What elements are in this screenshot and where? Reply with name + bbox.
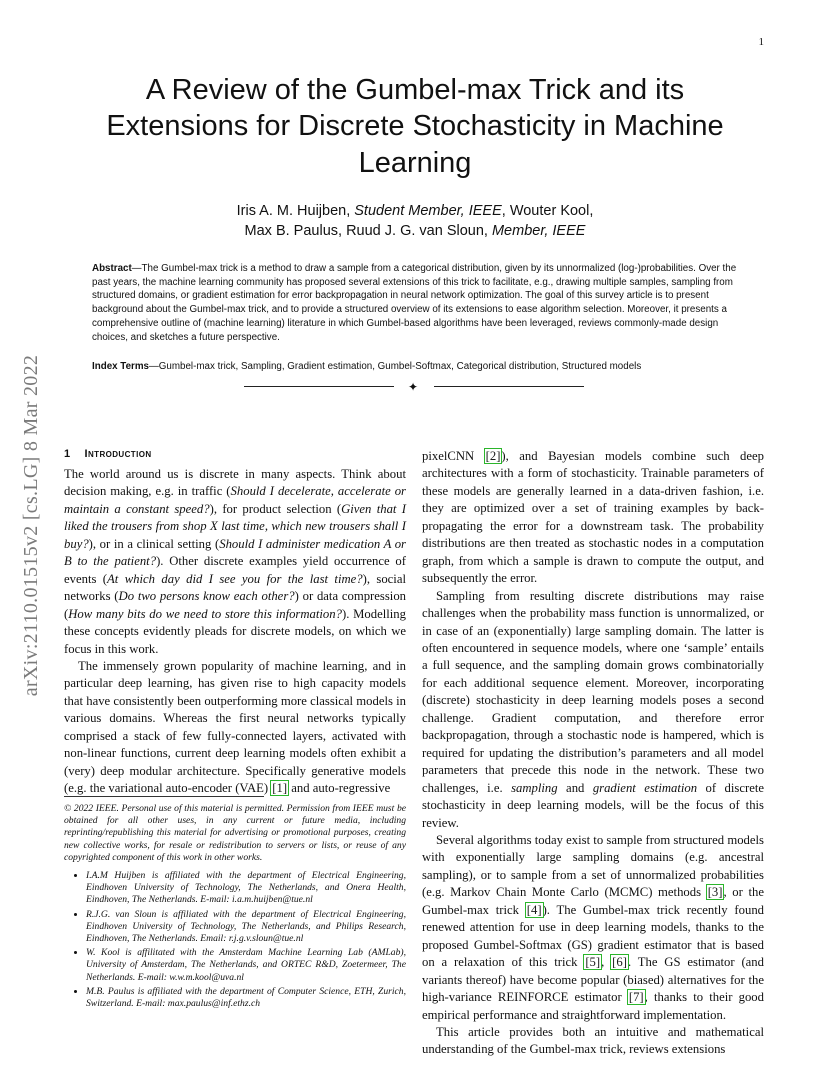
index-terms-text: —Gumbel-max trick, Sampling, Gradient estimation, Gumbel-Softmax, Categorical distribution, Structured models	[149, 361, 642, 372]
citation-link[interactable]: [5]	[585, 955, 601, 970]
intro-paragraph-3	[422, 448, 764, 588]
text-run: ). Modelling these concepts evidently pleads for discrete models, on which we focus in this work.	[64, 606, 406, 656]
affiliation-item: • M.B. Paulus is affiliated with the department of Computer Science, ETH, Zurich, Switzerland. E-mail: max.paulus@inf.ethz.ch	[86, 986, 406, 1010]
text-run: Several algorithms today exist to sample from structured models with exponentially large sampling domains (e.g. ancestral sampling), or to sample from a set of unnormalized probabilities (e.g. Markov Chain Monte Carlo (MCMC) methods	[422, 832, 764, 900]
arxiv-side-label	[10, 290, 54, 760]
right-column	[422, 448, 764, 1059]
citation-link[interactable]: [2]	[485, 449, 501, 463]
section-title: Introduction	[84, 448, 152, 460]
text-run: ), for product selection (	[209, 501, 342, 516]
citation-link[interactable]: [3]	[707, 885, 723, 900]
text-run: ). The Gumbel-max trick recently found renewed attention for use in deep learning models, thanks to the proposed Gumbel-Softmax (GS) gradient estimator that is based on a relaxation of this trick	[422, 902, 765, 970]
example-question: Should I decelerate, accelerate or maintain a constant speed?	[64, 484, 406, 516]
intro-paragraph-1	[64, 466, 406, 658]
abstract-label: Abstract	[92, 263, 132, 274]
copyright-notice: © 2022 IEEE. Personal use of this material is permitted. Permission from IEEE must be obtained for all other uses, in any current or future media, including reprinting/republishing this material for advertising or promotional purposes, creating new collective works, for resale or redistribution to servers or lists, or reuse of any copyrighted component of this work in other works.	[64, 803, 406, 863]
example-question: How many bits do we need to store this information?	[68, 606, 342, 621]
text-run: , or the Gumbel-max trick	[422, 885, 764, 917]
arxiv-identifier: arXiv:2110.01515v2 [cs.LG] 8 Mar 2022	[20, 354, 43, 696]
text-run: ), and Bayesian models combine such deep architectures with a form of stochasticity. Trainable parameters of these models are generally learned in a data-driven fashion, i.e. they are optimized over a set of training examples by back-propagating the error for a downstream task. The probability distributions are then treated as stochastic nodes in a computation graph, from which a sample is drawn to compute the output, and subsequently the error.	[422, 449, 764, 586]
index-terms	[92, 360, 742, 374]
text-run: The world around us is discrete in many aspects. Think about decision making, e.g. in traffic (	[64, 467, 406, 499]
author-1-role: Student Member, IEEE	[354, 203, 502, 219]
text-run: , thanks to their good empirical performance and straightforward implementation.	[422, 990, 764, 1022]
text-run: and auto-regressive	[288, 781, 391, 796]
example-question: Given that I liked the trousers from shop X last time, which new trousers shall I buy?	[64, 501, 406, 551]
intro-paragraph-5	[422, 832, 764, 1024]
text-run: ,	[601, 955, 612, 970]
text-run: ), social networks (	[64, 571, 406, 604]
citation-link[interactable]: [7]	[628, 990, 644, 1005]
index-terms-label: Index Terms	[92, 361, 149, 372]
author-list	[120, 202, 710, 241]
example-question: Do two persons know each other?	[118, 589, 295, 604]
citation-link[interactable]: [1]	[272, 781, 288, 796]
text-run: of discrete stochasticity in deep learning models, will be the focus of this review.	[422, 780, 764, 830]
citation-link[interactable]: [4]	[526, 902, 542, 917]
text-run: Sampling from resulting discrete distributions may raise challenges when the probability mass function is unnormalized, or in case of an (exponentially) large sampling domain. The latter is often encountered in sequence models, where one ‘sample’ entails a full sequence, and the sampling domain grows combinatorially for each additional sequence element. Moreover, incorporating (discrete) stochasticity in deep learning models poses a second challenge. Gradient computation, and therefore error backpropagation, through a stochastic node is hampered, which is required for updating the distribution’s parameters and all model parameters that precede this node in the network. These two challenges, i.e.	[422, 588, 764, 795]
text-run: pixelCNN	[422, 449, 485, 463]
affiliation-item: • W. Kool is affilitated with the Amsterdam Machine Learning Lab (AMLab), University of Amsterdam, The Netherlands, and ORTEC R&D, Zoetermeer, The Netherlands. E-mail: w.w.m.kool@uva.nl	[86, 947, 406, 984]
intro-paragraph-6: This article provides both an intuitive and mathematical understanding of the Gumbel-max trick, reviews extensions	[422, 1024, 764, 1057]
affiliation-item: • R.J.G. van Sloun is affiliated with the department of Electrical Engineering, Eindhoven University of Technology, The Netherlands, and Philips Research, Eindhoven, The Netherlands. Email: r.j.g.v.sloun@tue.nl	[86, 909, 406, 946]
text-run: . The GS estimator (and variants thereof) have become popular (biased) alternatives for the high-variance REINFORCE estimator	[422, 955, 764, 1005]
citation-link[interactable]: [6]	[612, 955, 627, 970]
author-2: , Wouter Kool,	[501, 203, 594, 219]
text-run: ). Other discrete examples yield occurrence of events (	[64, 554, 406, 586]
affiliation-item: • I.A.M Huijben is affiliated with the department of Electrical Engineering, Eindhoven University of Technology, The Netherlands, and Onera Health, Eindhoven, The Netherlands. E-mail: i.a.m.huijben@tue.nl	[86, 870, 406, 907]
author-1: Iris A. M. Huijben,	[236, 203, 355, 219]
emphasis: gradient estimation	[592, 780, 698, 795]
example-question: Should I administer medication A or B to the patient?	[64, 536, 406, 569]
emphasis: sampling	[511, 780, 558, 795]
section-divider	[244, 380, 584, 394]
paper-title: A Review of the Gumbel-max Trick and its Extensions for Discrete Stochasticity in Machine Learning	[106, 74, 724, 179]
intro-paragraph-4	[422, 588, 764, 832]
text-run: The immensely grown popularity of machine learning, and in particular deep learning, has given rise to high capacity models that have consistently been outperforming more classical models in various domains. Whereas the first neural networks typically comprised a stack of few fully-connected layers, activated with non-linear functions, current deep learning models often exhibit a (very) deep modular architecture. Specifically generative models (e.g. the variational auto-encoder (VAE)	[64, 658, 406, 796]
abstract-text: —The Gumbel-max trick is a method to draw a sample from a categorical distribution, given by its unnormalized (log-)probabilities. Over the past years, the machine learning community has proposed several extensions of this trick to facilitate, e.g., drawing multiple samples, sampling from structured domains, or gradient estimation for error backpropagation in neural network optimization. The goal of this survey article is to present background about the Gumbel-max trick, and to provide a structured overview of its extensions to ease algorithm selection. Moreover, it presents a comprehensive outline of (machine learning) literature in which Gumbel-based algorithms have been leveraged, reviews commonly-made design choices, and sketches a future perspective.	[92, 263, 737, 343]
divider-line-left	[244, 386, 394, 387]
author-3-role: Member, IEEE	[491, 222, 586, 239]
footnote-block	[64, 803, 406, 1012]
divider-line-right	[434, 386, 584, 387]
example-question: At which day did I see you for the last time?	[107, 571, 363, 586]
section-number: 1	[64, 448, 71, 460]
page-number: 1	[758, 36, 764, 48]
intro-paragraph-2	[64, 658, 406, 798]
section-heading	[64, 448, 406, 460]
text-run: ), or in a clinical setting (	[88, 536, 220, 551]
text-run: and	[557, 780, 593, 795]
abstract	[92, 262, 742, 344]
text-run: ) or data compression (	[64, 589, 407, 621]
author-3: Max B. Paulus, Ruud J. G. van Sloun,	[244, 222, 492, 239]
affiliation-list	[64, 870, 406, 1010]
left-column	[64, 448, 406, 798]
diamond-icon: ✦	[408, 380, 419, 394]
footnote-rule	[64, 796, 264, 797]
